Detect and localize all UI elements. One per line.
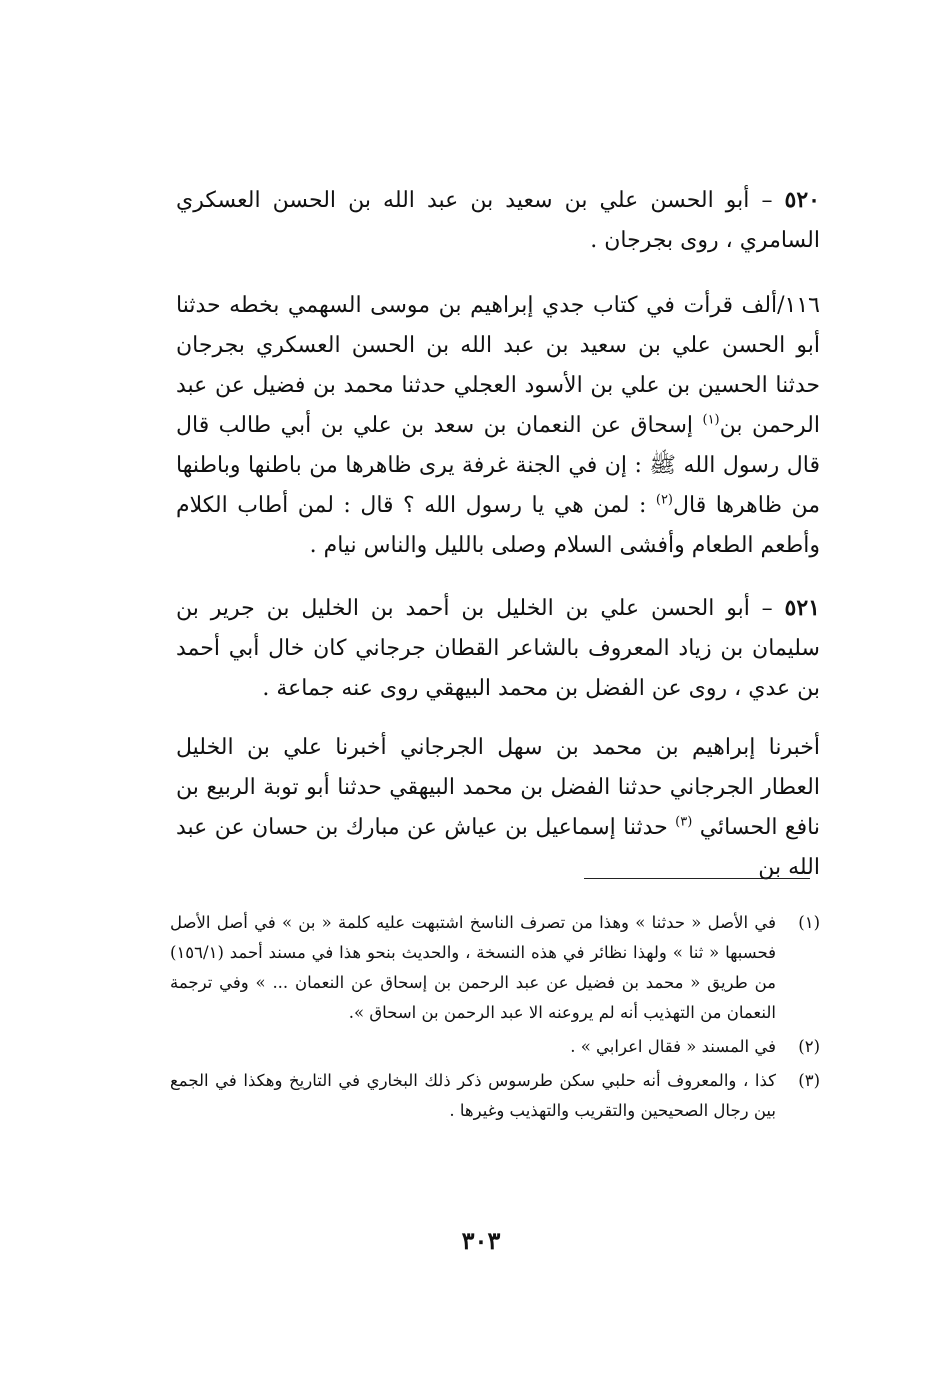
narration-text-part-2: حدثنا إسماعيل بن عياش عن مبارك بن حسان عن عبد الله بن (176, 815, 820, 880)
footnote-number: (٣) (798, 1071, 820, 1090)
footnote-ref-3: (٣) (675, 814, 693, 830)
entry-text: – أبو الحسن علي بن الخليل بن أحمد بن الخليل بن جرير بن سليمان بن زياد المعروف بالشاعر القطان جرجاني كان خال أبي أحمد بن عدي ، روى عن الفضل بن محمد البيهقي روى عنه جماعة . (176, 596, 820, 701)
entry-number: ٥٢١ (784, 595, 820, 621)
footnote-number: (٢) (798, 1037, 820, 1056)
narration-521 (176, 728, 820, 888)
narration-text-part-1: أخبرنا إبراهيم بن محمد بن سهل الجرجاني أخبرنا علي بن الخليل العطار الجرجاني حدثنا الفضل بن محمد البيهقي حدثنا أبو توبة الربيع بن نافع الحسائي (176, 735, 820, 840)
biography-entry-521 (176, 588, 820, 709)
footnote-number: (١) (798, 913, 820, 932)
footnote-1 (170, 908, 820, 1028)
entry-paragraph (176, 180, 820, 261)
entry-number: ٥٢٠ (784, 187, 820, 213)
hadith-text-part-1: ١١٦/ألف قرأت في كتاب جدي إبراهيم بن موسى السهمي بخطه حدثنا أبو الحسن علي بن سعيد بن عبد الله بن الحسن العسكري بجرجان حدثنا الحسين بن علي بن الأسود العجلي حدثنا محمد بن فضيل عن عبد الرحمن بن (176, 293, 820, 438)
hadith-paragraph (176, 286, 820, 566)
footnote-ref-2: (٢) (655, 492, 673, 508)
footnote-text: في الأصل « حدثنا » وهذا من تصرف الناسخ اشتبهت عليه كلمة « بن » في أصل الأصل فحسبها « ثنا » ولهذا نظائر في هذه النسخة ، والحديث بنحو هذا في مسند أحمد (١٥٦/١) من طريق « محمد بن فضيل عن عبد الرحمن بن إسحاق عن النعمان ... » وفي ترجمة النعمان من التهذيب أنه لم يروعنه الا عبد الرحمن بن اسحاق ». (170, 913, 776, 1022)
hadith-text-part-2: إسحاق عن النعمان بن سعد بن علي بن أبي طالب قال قال رسول الله ﷺ : إن في الجنة غرفة يرى ظاهرها من باطنها وباطنها من ظاهرها قال (176, 413, 820, 518)
hadith-116 (176, 286, 820, 566)
footnote-text: كذا ، والمعروف أنه حلبي سكن طرسوس ذكر ذلك البخاري في التاريخ وهكذا في الجمع بين رجال الصحيحين والتقريب والتهذيب وغيرها . (170, 1071, 776, 1120)
footnotes (170, 908, 820, 1130)
footnote-3 (170, 1066, 820, 1126)
footnote-ref-1: (١) (702, 412, 720, 428)
narration-paragraph (176, 728, 820, 888)
footnote-text: في المسند « فقال اعرابي » . (570, 1037, 776, 1056)
entry-paragraph (176, 588, 820, 709)
footnote-divider (584, 878, 810, 879)
entry-text: – أبو الحسن علي بن سعيد بن عبد الله بن الحسن العسكري السامري ، روى بجرجان . (176, 188, 820, 253)
hadith-text-part-3: : لمن هي يا رسول الله ؟ قال : لمن أطاب الكلام وأطعم الطعام وأفشى السلام وصلى بالليل والناس نيام . (176, 493, 820, 558)
biography-entry-520 (176, 180, 820, 261)
footnote-2 (170, 1032, 820, 1062)
page-number: ٣٠٣ (461, 1226, 501, 1255)
